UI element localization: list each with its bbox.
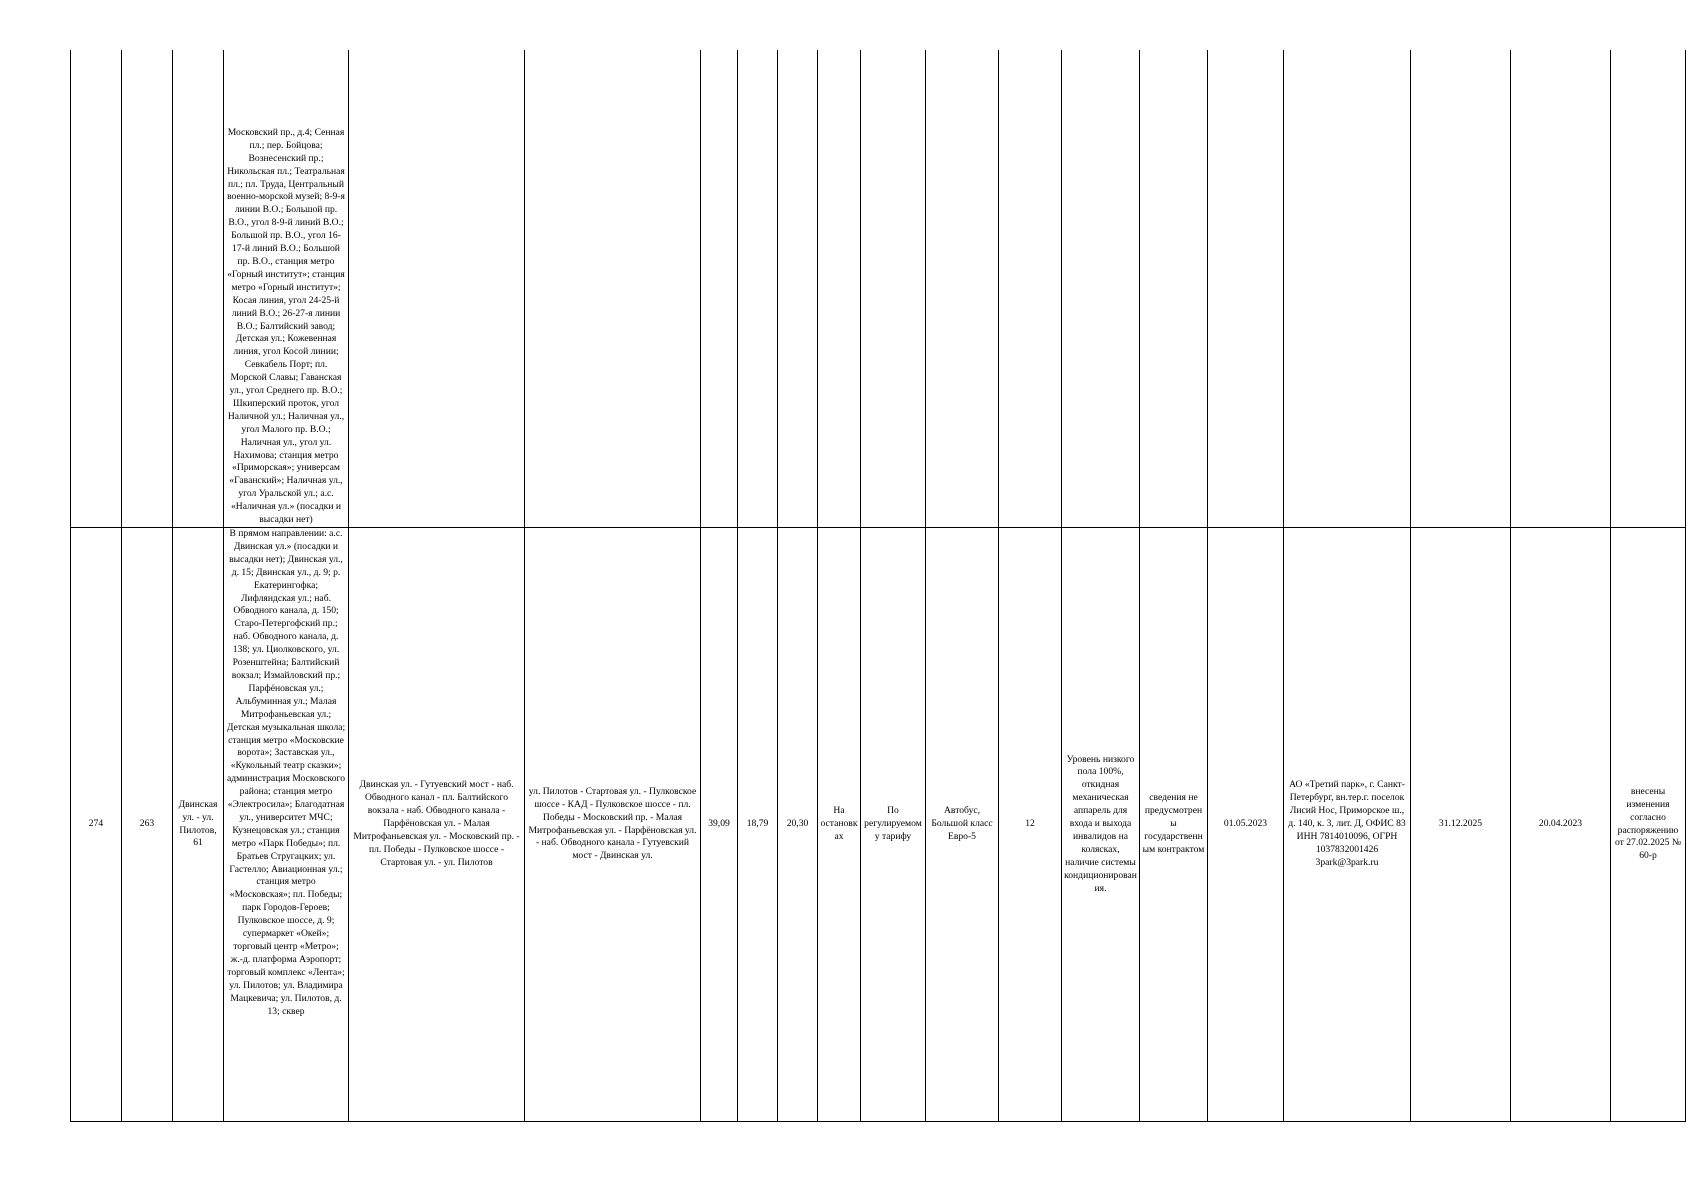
- cell-end-date: 31.12.2025: [1411, 528, 1511, 1122]
- cell-streets-backward: ул. Пилотов - Стартовая ул. - Пулковское шоссе - КАД - Пулковское шоссе - пл. Победы - Московский пр. - Малая Митрофаньевская ул. - Парфёновская ул. - наб. Обводного канала - Гутуевский мост - Двинская ул.: [525, 528, 701, 1122]
- cell-carrier: [1284, 50, 1411, 528]
- cell-change-date: 20.04.2023: [1511, 528, 1611, 1122]
- cell-start-date: 01.05.2023: [1208, 528, 1284, 1122]
- cell-contract: [1140, 50, 1208, 528]
- cell-route-name: Двинская ул. - ул. Пилотов, 61: [173, 528, 224, 1122]
- table-row: [71, 50, 1686, 528]
- cell-length-back: [738, 50, 778, 528]
- cell-characteristics: [1062, 50, 1140, 528]
- cell-streets-forward: Двинская ул. - Гутуевский мост - наб. Обводного канал - пл. Балтийского вокзала - наб. Обводного канала - Парфёновская ул. - Малая Митрофаньевская ул. - Московский пр. - пл. Победы - Пулковское шоссе - Стартовая ул. - ул. Пилотов: [349, 528, 525, 1122]
- cell-route-name: [173, 50, 224, 528]
- cell-note: [1611, 50, 1686, 528]
- cell-vehicle-count: 12: [999, 528, 1062, 1122]
- table-row: [71, 528, 1686, 1122]
- cell-length-total: [778, 50, 818, 528]
- cell-streets-backward: [525, 50, 701, 528]
- cell-tariff: [861, 50, 926, 528]
- route-register-table: [70, 50, 1686, 1122]
- cell-streets-forward: [349, 50, 525, 528]
- cell-length-fwd: 39,09: [701, 528, 738, 1122]
- cell-route-no: [122, 50, 173, 528]
- stops-text: В прямом направлении: а.с. Двинская ул.» (посадки и высадки нет); Двинская ул., д. 15; Двинская ул., д. 9; р. Екатерингофка; Лифляндская ул.; наб. Обводного канала, д. 150; Старо-Петергофский пр.; наб. Обводного канала, д. 138; ул. Циолковского, ул. Розенштейна; Балтийский вокзал; Измайловский пр.; Парфёновская ул.; Альбуминная ул.; Малая Митрофаньевская ул.; Детская музыкальная школа; станция метро «Московские ворота»; Заставская ул., «Кукольный театр сказки»; администрация Московского района; станция метро «Электросила»; Благодатная ул., университет МЧС; Кузнецовская ул.; станция метро «Парк Победы»; пл. Братьев Стругацких; ул. Гастелло; Авиационная ул.; станция метро «Московская»; пл. Победы; парк Городов-Героев; Пулковское шоссе, д. 9; супермаркет «Окей»; торговый центр «Метро»; ж.-д. платформа Аэропорт; торговый комплекс «Лента»; ул. Пилотов; ул. Владимира Мацкевича; ул. Пилотов, д. 13; сквер: [226, 528, 346, 1017]
- cell-characteristics: Уровень низкого пола 100%, откидная механическая аппарель для входа и выхода инвалидов на колясках, наличие системы кондиционирования.: [1062, 528, 1140, 1122]
- cell-reg-no: [71, 50, 122, 528]
- cell-change-date: [1511, 50, 1611, 528]
- cell-vehicle: [926, 50, 999, 528]
- cell-tariff: По регулируемому тарифу: [861, 528, 926, 1122]
- cell-stops: Московский пр., д.4; Сенная пл.; пер. Бойцова; Вознесенский пр.; Никольская пл.; Театральная пл.; пл. Труда, Центральный военно-морской музей; 8-9-я линии В.О.; Большой пр. В.О., угол 8-9-й линий В.О.; Большой пр. В.О., угол 16-17-й линий В.О.; Большой пр. В.О., станция метро «Горный институт»; станция метро «Горный институт»; Косая линия, угол 24-25-й линий В.О.; 26-27-я линии В.О.; Балтийский завод; Детская ул.; Кожевенная линия, угол Косой линии; Севкабель Порт; пл. Морской Славы; Гаванская ул., угол Среднего пр. В.О.; Шкиперский проток, угол Наличной ул.; Наличная ул., угол Малого пр. В.О.; Наличная ул., угол ул. Нахимова; станция метро «Приморская»; универсам «Гаванский»; Наличная ул., угол Уральской ул.; а.с. «Наличная ул.» (посадки и высадки нет): [224, 50, 349, 528]
- cell-stop-order: [818, 50, 861, 528]
- cell-stops: [224, 528, 349, 1122]
- cell-length-total: 20,30: [778, 528, 818, 1122]
- cell-contract: сведения не предусмотрены государственным контрактом: [1140, 528, 1208, 1122]
- cell-length-back: 18,79: [738, 528, 778, 1122]
- cell-carrier: АО «Третий парк», г. Санкт-Петербург, вн.тер.г. поселок Лисий Нос, Приморское ш., д. 140, к. 3, лит. Д, ОФИС 83 ИНН 7814010096, ОГРН 1037832001426 3park@3park.ru: [1284, 528, 1411, 1122]
- cell-start-date: [1208, 50, 1284, 528]
- cell-stop-order: На остановках: [818, 528, 861, 1122]
- cell-vehicle: Автобус, Большой класс Евро-5: [926, 528, 999, 1122]
- cell-vehicle-count: [999, 50, 1062, 528]
- cell-route-no: 263: [122, 528, 173, 1122]
- cell-reg-no: 274: [71, 528, 122, 1122]
- cell-end-date: [1411, 50, 1511, 528]
- cell-note: внесены изменения согласно распоряжению от 27.02.2025 № 60-р: [1611, 528, 1686, 1122]
- cell-length-fwd: [701, 50, 738, 528]
